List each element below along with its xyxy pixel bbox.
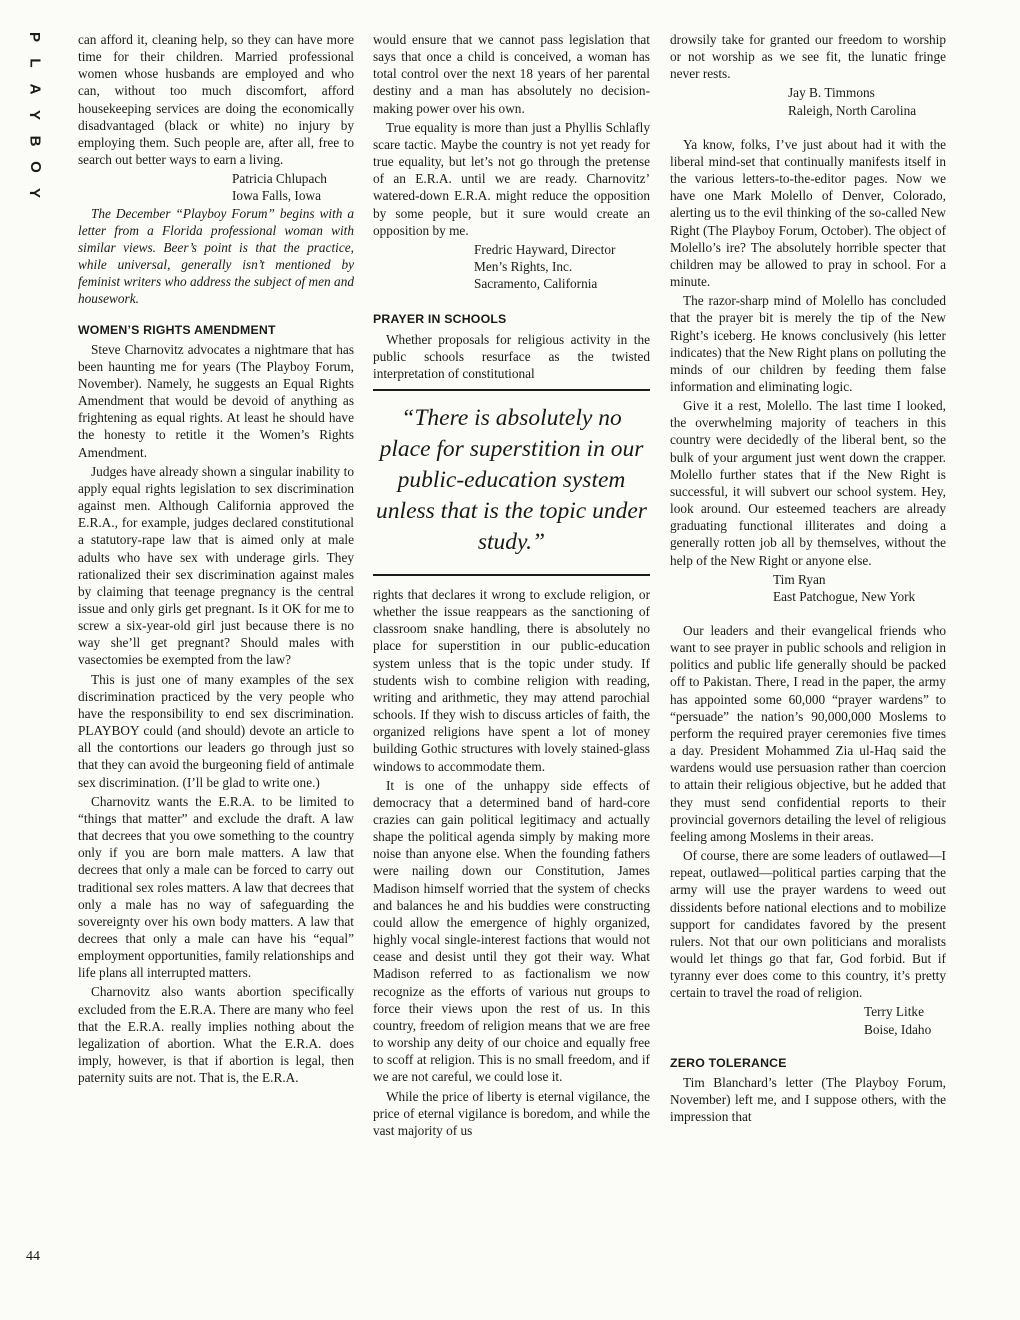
- running-head-letter: Y: [26, 187, 44, 200]
- letter-paragraph: Charnovitz wants the E.R.A. to be limited to “things that matter” and exclude the draft. A law that decrees that you owe something to the country only if you are born male matters. A law that decrees that only a male can be forced to carry out traditional sex roles matters. A law that decrees that only a male has no way of safeguarding the sovereignty over his own body matters. A law that decrees that only a male can have his “equal” employment opportunities, family relationships and life plans all interrupted matters.: [78, 793, 354, 981]
- letter-paragraph: Give it a rest, Molello. The last time I looked, the overwhelming majority of teachers in this country were decidedly of the liberal bent, so the bulk of your argument just went down the crapper. Molello further states that if the New Right is successful, it will subvert our school system. Hey, look around. Our esteemed teachers are already graduating functional illiterates and doing a generally rotten job all by themselves, without the help of the New Right or anyone else.: [670, 398, 946, 568]
- signature-place: East Patchogue, New York: [773, 588, 916, 604]
- letter-paragraph: The razor-sharp mind of Molello has concluded that the prayer bit is merely the tip of the New Right’s iceberg. He knows conclusively (his letter indicates) that the New Right plans on polluting the minds of our children by feeding them false information and eliminating logic.: [670, 293, 946, 394]
- column-2: [373, 31, 650, 1141]
- letter-paragraph: Judges have already shown a singular inability to apply equal rights legislation to sex discrimination against men. Although California approved the E.R.A., for example, judges declared constitutional a statutory-rape law that is aimed only at male adults who have sex with underage girls. They rationalized their sex discrimination against males by claiming that teenage pregnancy is the central issue and only girls get pregnant. Is it OK for me to screw a six-year-old girl just because there is no way she’ll get pregnant? Should males with vasectomies be exempted from the law?: [78, 463, 354, 668]
- letter-continuation: drowsily take for granted our freedom to worship or not worship as we see fit, the lunatic fringe never rests.: [670, 32, 946, 82]
- signature-place: Iowa Falls, Iowa: [232, 188, 321, 204]
- running-head-letter: A: [26, 83, 44, 96]
- letter-paragraph: Steve Charnovitz advocates a nightmare that has been haunting me for years (The Playboy Forum, November). Namely, he suggests an Equal Rights Amendment that would be devoid of anything as frightening as equal rights. At least he should have the honesty to retitle it the Women’s Rights Amendment.: [78, 341, 354, 460]
- section-heading: WOMEN’S RIGHTS AMENDMENT: [78, 322, 276, 337]
- letter-paragraph: Of course, there are some leaders of outlawed—I repeat, outlawed—political parties carping that the army will use the prayer wardens to weed out dissidents before national elections and to mobilize support for candidates favored by the present rulers. Not that our own politicians and moralists would let things go that far, God forbid. But if tyranny ever does come to this country, it’s pretty certain to travel the road of religion.: [670, 848, 946, 1001]
- letter-paragraph: Charnovitz also wants abortion specifically excluded from the E.R.A. There are many who feel that the E.R.A. really implies nothing about the legalization of abortion. What the E.R.A. does imply, however, is that if abortion is legal, then paternity suits are not. That is, the E.R.A.: [78, 984, 354, 1086]
- letter-paragraph: Ya know, folks, I’ve just about had it with the liberal mind-set that continually manifests itself in the various letters-to-the-editor pages. Now we have one Mark Molello of Denver, Colorado, alerting us to the evil thinking of the so-called New Right (The Playboy Forum, October). The object of Molello’s ire? The absolutely horrible specter that children may be allowed to pray in school. For a minute.: [670, 136, 946, 290]
- running-head-letter: B: [26, 135, 44, 148]
- signature-name: Jay B. Timmons: [788, 85, 875, 101]
- section-heading: PRAYER IN SCHOOLS: [373, 312, 507, 327]
- signature-name: Tim Ryan: [773, 571, 826, 587]
- letter-paragraph: This is just one of many examples of the sex discrimination practiced by the very people who have the responsibility to end sex discrimination. PLAYBOY could (and should) devote an article to all the contortions our leaders go through just so that they can avoid the burgeoning field of antimale sex discrimination. (I’ll be glad to write one.): [78, 671, 354, 790]
- letter-paragraph: rights that declares it wrong to exclude religion, or whether the issue reappears as the sanctioning of classroom snake handling, there is absolutely no place for superstition in our public-education system unless that is the topic under study. If students wish to combine religion with reading, writing and arithmetic, they may attend parochial schools. If they wish to discuss articles of faith, the organized religions have spent a lot of money building Gothic structures with lovely stained-glass windows to accommodate them.: [373, 586, 650, 774]
- running-head-letter: P: [26, 31, 44, 44]
- letter-paragraph: Whether proposals for religious activity in the public schools resurface as the twisted interpretation of constitutional: [373, 331, 650, 381]
- running-head-letter: Y: [26, 109, 44, 122]
- signature-name: Fredric Hayward, Director: [474, 241, 616, 257]
- running-head-letter: L: [26, 58, 44, 69]
- column-3: [670, 31, 946, 1127]
- running-head-letter: O: [26, 161, 44, 174]
- signature-name: Terry Litke: [864, 1004, 924, 1020]
- signature-place: Boise, Idaho: [864, 1021, 932, 1037]
- signature-place: Sacramento, California: [474, 276, 598, 292]
- page-number: 44: [26, 1249, 40, 1264]
- section-heading: ZERO TOLERANCE: [670, 1055, 787, 1070]
- letter-paragraph: It is one of the unhappy side effects of democracy that a determined band of hard-core crazies can gain political legitimacy and actually shape the political agenda simply by making more noise than anyone else. When the founding fathers were nailing down our Constitution, James Madison himself worried that the system of checks and balances he and his buddies were constructing could allow the emergence of highly organized, highly vocal single-interest factions that would not cease and desist until they got their way. What Madison referred to as factionalism we now recognize as the efforts of various nut groups to force their views upon the rest of us. In this country, freedom of religion means that we are free to worship any deity of our choice and equally free to scoff at religion. This is no small freedom, and if we are not careful, we could lose it.: [373, 777, 650, 1085]
- letter-paragraph: True equality is more than just a Phyllis Schlafly scare tactic. Maybe the country is not yet ready for true equality, but let’s not go through the pretense of an E.R.A. until we are ready. Charnovitz’ watered-down E.R.A. might reduce the opposition by some people, but it sure would create an opposition by me.: [373, 119, 650, 238]
- letter-paragraph: Our leaders and their evangelical friends who want to see prayer in public schools and religion in politics and public life generally should be packed off to Pakistan. There, I read in the paper, the army has appointed some 60,000 “prayer wardens” to “persuade” the nation’s 90,000,000 Moslems to perform the required prayer ceremonies five times a day. President Mohammed Zia ul-Haq said the wardens would use persuasion rather than coercion to attain their religious objective, but he added that they must send confidential reports to their provincial governors detailing the level of religious feeling among Moslems in their areas.: [670, 623, 946, 844]
- signature-place: Raleigh, North Carolina: [788, 102, 917, 118]
- letter-paragraph: While the price of liberty is eternal vigilance, the price of eternal vigilance is boredom, and while the vast majority of us: [373, 1088, 650, 1138]
- letter-continuation: would ensure that we cannot pass legislation that says that once a child is conceived, a woman has total control over the next 18 years of her parental destiny and a man has absolutely no decision-making power over his own.: [373, 32, 650, 116]
- editor-note: The December “Playboy Forum” begins with a letter from a Florida professional woman with similar views. Beer’s point is that the practice, while universal, generally isn’t mentioned by feminist writers who address the subject of men and housework.: [78, 205, 354, 307]
- running-head-vertical: [24, 30, 46, 212]
- signature-name: Patricia Chlupach: [232, 171, 327, 187]
- letter-paragraph: Tim Blanchard’s letter (The Playboy Forum, November) left me, and I suppose others, with the impression that: [670, 1074, 946, 1125]
- column-1: [78, 31, 354, 1088]
- pull-quote: “There is absolutely no place for superstition in our public-education system unless that is the topic under study.”: [373, 389, 650, 576]
- signature-org: Men’s Rights, Inc.: [474, 259, 573, 275]
- letter-continuation: can afford it, cleaning help, so they can have more time for their children. Married professional women whose husbands are employed and who can, without too much discomfort, afford housekeeping services are doing the economically disadvantaged (black or white) no injury by employing them. Such people are, after all, free to search out better ways to earn a living.: [78, 32, 354, 168]
